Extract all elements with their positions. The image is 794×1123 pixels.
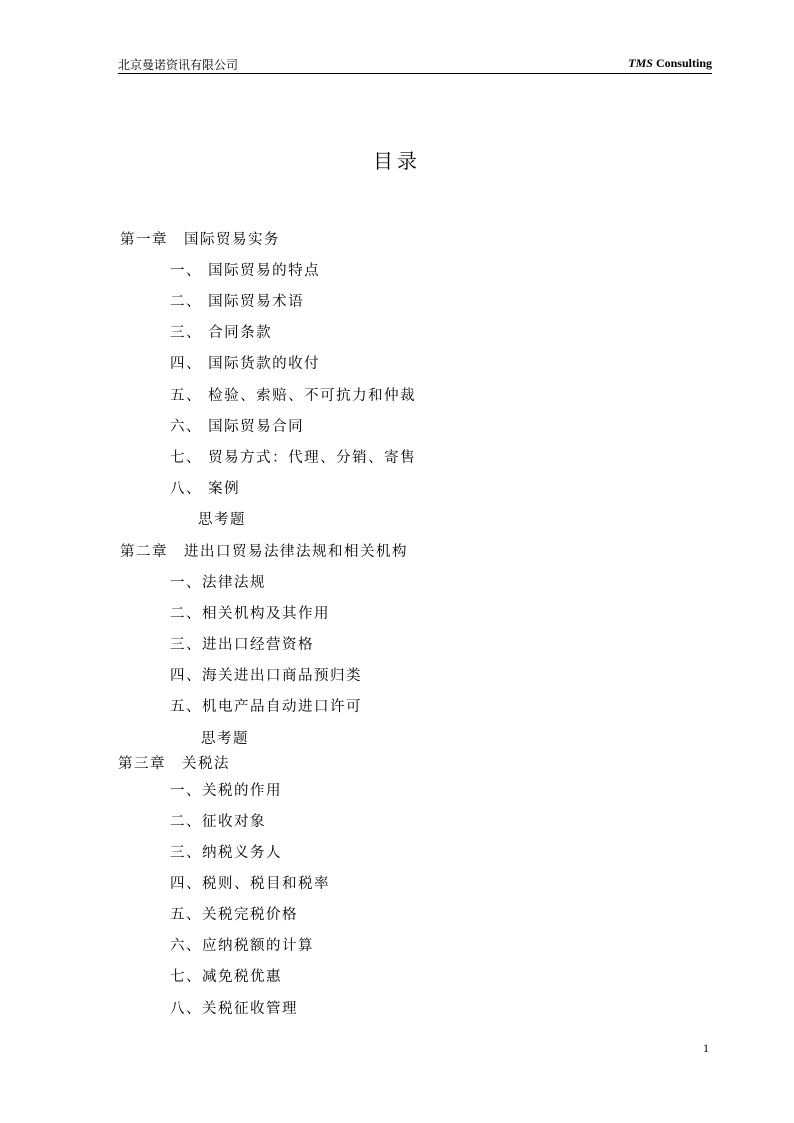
toc-entry: 一、法律法规 [170, 575, 266, 591]
toc-entry: 二、 国际贸易术语 [170, 294, 305, 310]
toc-entry: 五、 检验、索赔、不可抗力和仲裁 [170, 388, 417, 404]
chapter-1-questions: 思考题 [198, 512, 246, 528]
toc-entry: 四、 国际货款的收付 [170, 356, 321, 372]
toc-entry: 一、关税的作用 [170, 783, 282, 799]
toc-entry: 八、关税征收管理 [170, 1001, 298, 1017]
toc-entry: 六、 国际贸易合同 [170, 419, 305, 435]
page-number: 1 [703, 1041, 709, 1055]
toc-entry: 三、纳税义务人 [170, 845, 282, 861]
toc-entry: 七、减免税优惠 [170, 969, 282, 985]
toc-entry: 二、征收对象 [170, 814, 266, 830]
toc-entry: 二、相关机构及其作用 [170, 606, 330, 622]
toc-entry: 三、 合同条款 [170, 325, 273, 341]
brand-name-italic: TMS [628, 56, 653, 70]
page-header [118, 56, 712, 72]
brand-name-rest: Consulting [652, 56, 712, 70]
toc-entry: 八、 案例 [170, 481, 241, 497]
toc-entry: 一、 国际贸易的特点 [170, 263, 321, 279]
toc-entry: 五、关税完税价格 [170, 907, 298, 923]
toc-entry: 三、进出口经营资格 [170, 637, 314, 653]
company-name: 北京曼诺资讯有限公司 [118, 58, 239, 72]
toc-entry: 五、机电产品自动进口许可 [170, 699, 362, 715]
toc-entry: 四、海关进出口商品预归类 [170, 668, 362, 684]
toc-entry: 七、 贸易方式：代理、分销、寄售 [170, 450, 417, 466]
toc-title: 目录 [373, 149, 421, 173]
chapter-1-heading: 第一章 国际贸易实务 [120, 232, 280, 248]
chapter-2-heading: 第二章 进出口贸易法律法规和相关机构 [120, 544, 408, 560]
chapter-2-questions: 思考题 [201, 731, 249, 747]
toc-entry: 四、税则、税目和税率 [170, 876, 330, 892]
header-rule [118, 73, 712, 74]
toc-entry: 六、应纳税额的计算 [170, 938, 314, 954]
brand-name [628, 56, 712, 71]
chapter-3-heading: 第三章 关税法 [118, 756, 230, 772]
